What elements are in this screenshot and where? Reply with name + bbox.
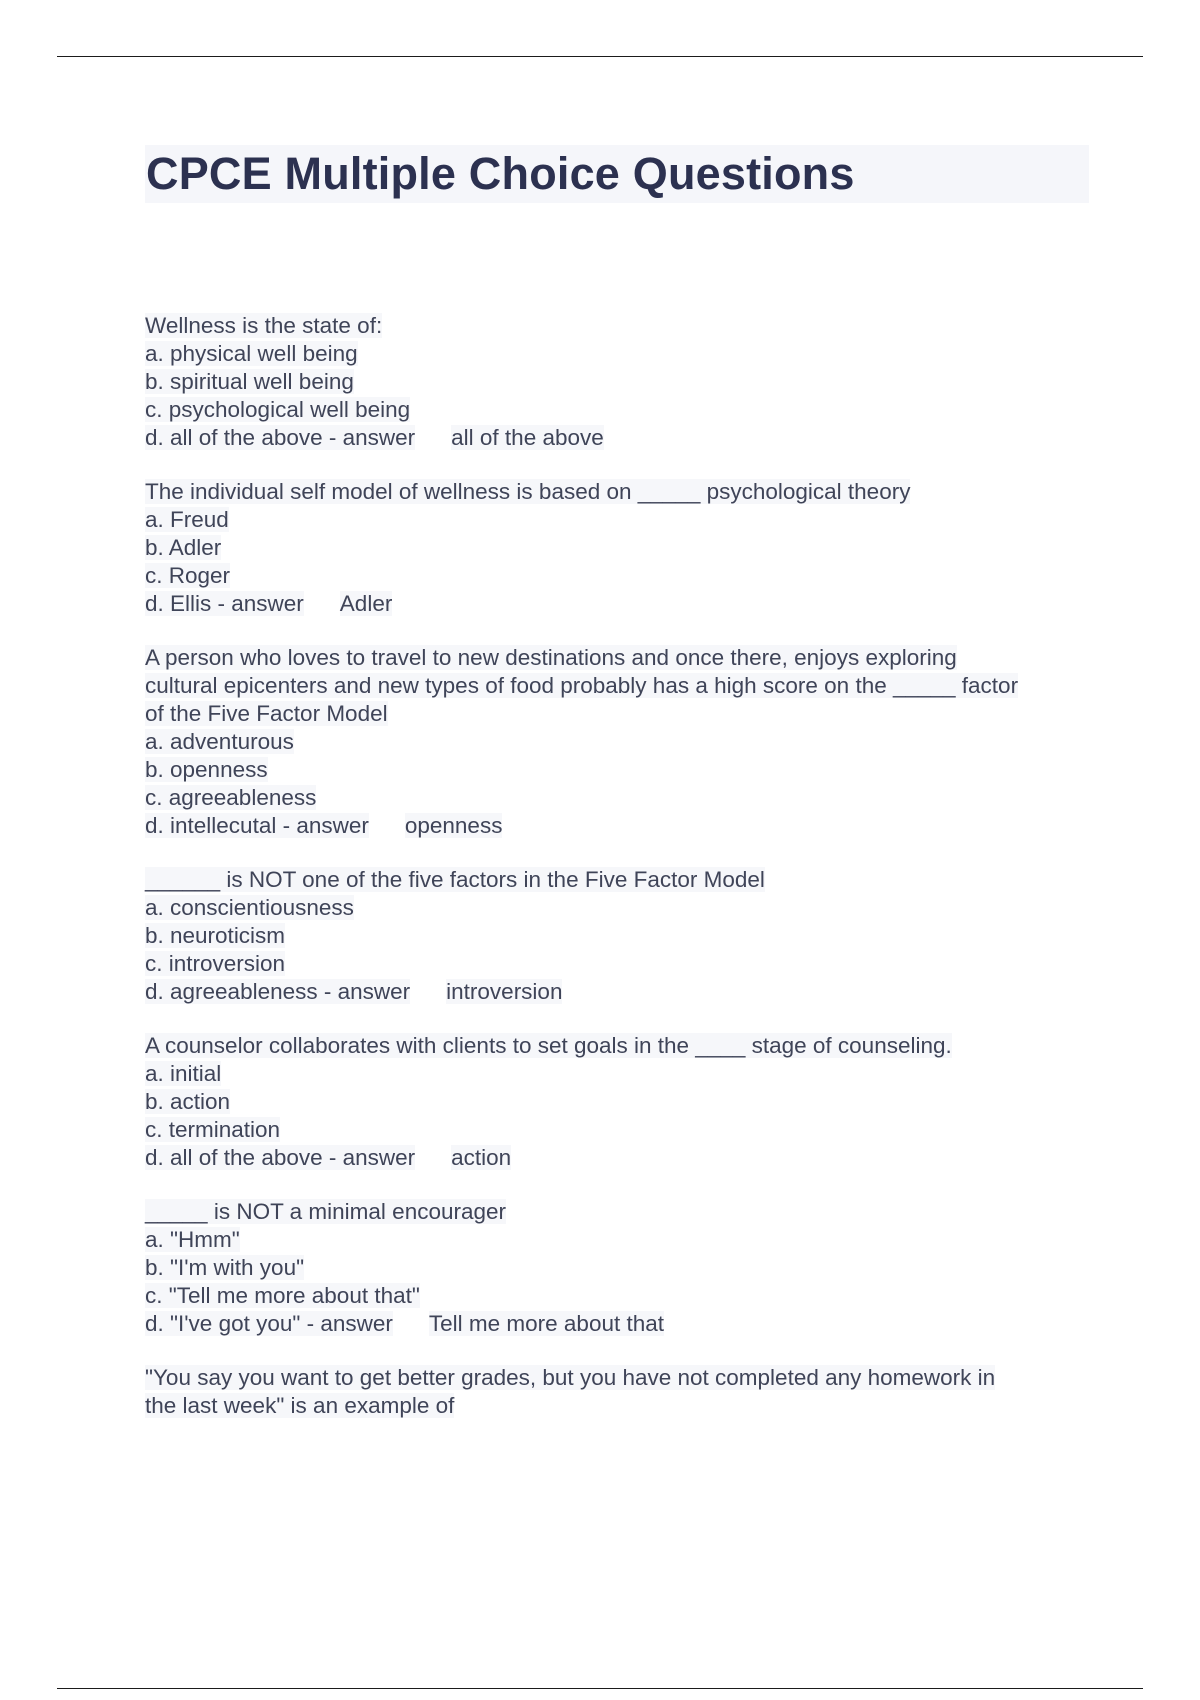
answer-option: b. "I'm with you" xyxy=(145,1255,305,1280)
page-title: CPCE Multiple Choice Questions xyxy=(146,148,855,199)
question-text: _____ is NOT a minimal encourager xyxy=(145,1199,507,1224)
page-top-rule xyxy=(57,56,1143,57)
question-text: Wellness is the state of: xyxy=(145,313,383,338)
answer-option: c. psychological well being xyxy=(145,397,411,422)
question-text: cultural epicenters and new types of food probably has a high score on the _____ factor xyxy=(145,673,1019,698)
question-block xyxy=(145,1198,1090,1338)
answer-option: d. all of the above - answer all of the above xyxy=(145,425,604,450)
question-text: the last week" is an example of xyxy=(145,1393,455,1418)
question-block xyxy=(145,1364,1090,1420)
answer-option: a. initial xyxy=(145,1061,222,1086)
answer-option: d. intellecutal - answer openness xyxy=(145,813,503,838)
answer-option: a. conscientiousness xyxy=(145,895,354,920)
correct-answer: Adler xyxy=(339,591,393,616)
answer-option: d. all of the above - answer action xyxy=(145,1145,512,1170)
answer-option: b. action xyxy=(145,1089,231,1114)
correct-answer: openness xyxy=(404,813,503,838)
question-text: of the Five Factor Model xyxy=(145,701,388,726)
question-block xyxy=(145,478,1090,618)
correct-answer: action xyxy=(451,1145,512,1170)
question-block xyxy=(145,312,1090,452)
answer-option: c. introversion xyxy=(145,951,286,976)
answer-option: a. Freud xyxy=(145,507,229,532)
answer-option: c. termination xyxy=(145,1117,281,1142)
answer-option: a. physical well being xyxy=(145,341,358,366)
answer-option: d. "I've got you" - answer Tell me more about that xyxy=(145,1311,665,1336)
answer-option: a. adventurous xyxy=(145,729,294,754)
question-text: ______ is NOT one of the five factors in the Five Factor Model xyxy=(145,867,765,892)
answer-option: b. Adler xyxy=(145,535,222,560)
answer-option: c. "Tell me more about that" xyxy=(145,1283,420,1308)
answer-option: a. "Hmm" xyxy=(145,1227,240,1252)
answer-option: d. agreeableness - answer introversion xyxy=(145,979,563,1004)
answer-option: b. openness xyxy=(145,757,268,782)
page-bottom-rule xyxy=(57,1688,1143,1689)
question-list xyxy=(145,312,1090,1446)
correct-answer: introversion xyxy=(446,979,563,1004)
question-text: The individual self model of wellness is based on _____ psychological theory xyxy=(145,479,911,504)
answer-option: c. Roger xyxy=(145,563,231,588)
correct-answer: Tell me more about that xyxy=(428,1311,665,1336)
question-text: "You say you want to get better grades, but you have not completed any homework in xyxy=(145,1365,996,1390)
answer-option: b. neuroticism xyxy=(145,923,286,948)
question-text: A person who loves to travel to new destinations and once there, enjoys exploring xyxy=(145,645,957,670)
correct-answer: all of the above xyxy=(451,425,604,450)
answer-option: c. agreeableness xyxy=(145,785,317,810)
answer-option: d. Ellis - answer Adler xyxy=(145,591,393,616)
answer-option: b. spiritual well being xyxy=(145,369,354,394)
question-text: A counselor collaborates with clients to set goals in the ____ stage of counseling. xyxy=(145,1033,952,1058)
question-block xyxy=(145,866,1090,1006)
question-block xyxy=(145,644,1090,840)
question-block xyxy=(145,1032,1090,1172)
